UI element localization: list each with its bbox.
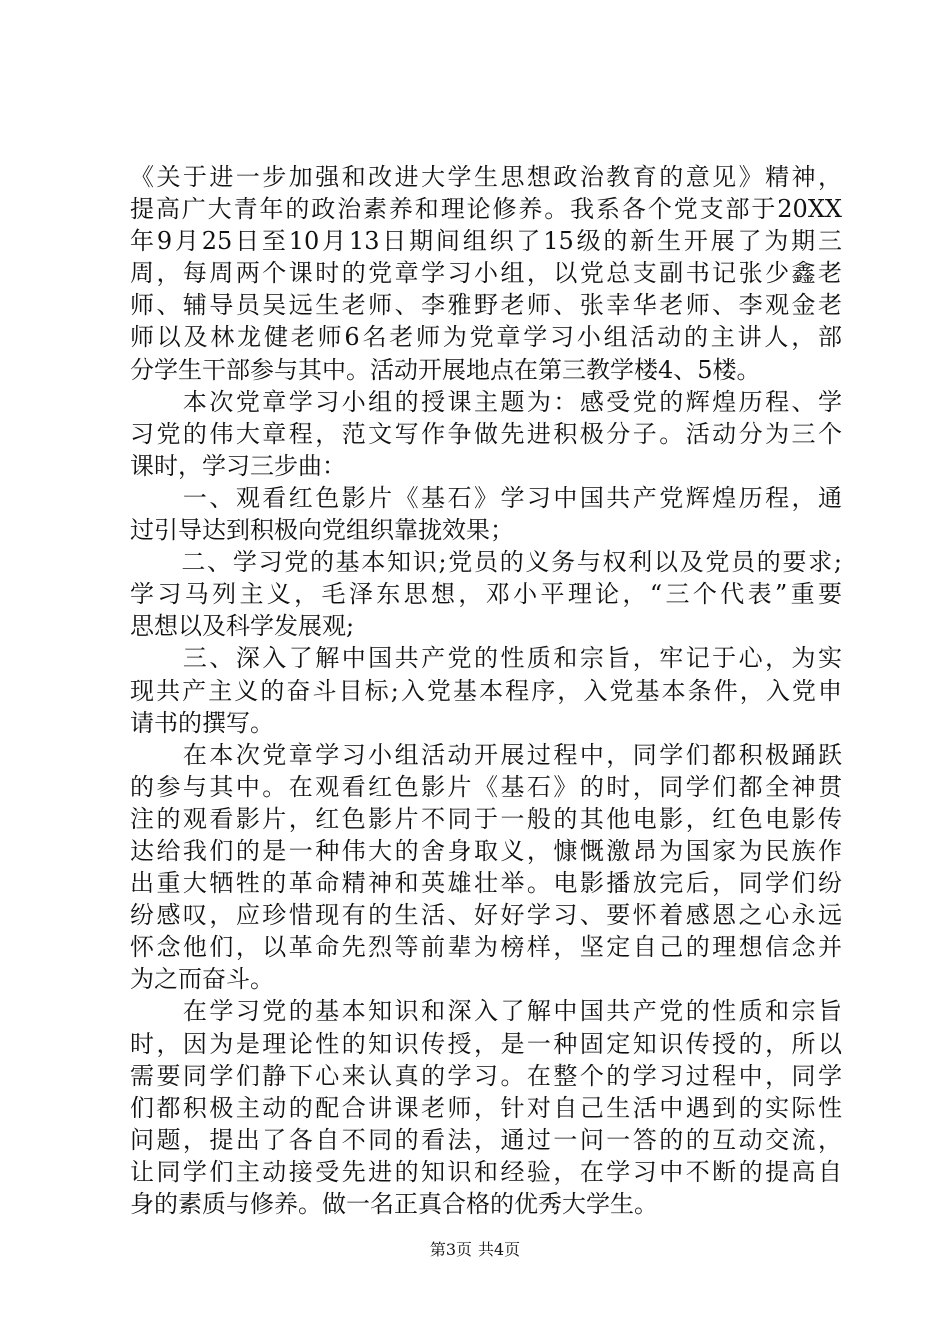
text-line: 为之而奋斗。 — [130, 965, 274, 994]
text-line: 三、深入了解中国共产党的性质和宗旨，牢记于心，为实 — [130, 644, 842, 673]
text-line: 让同学们主动接受先进的知识和经验，在学习中不断的提高自 — [130, 1157, 842, 1186]
text-line: 分学生干部参与其中。活动开展地点在第三教学楼4、5楼。 — [130, 355, 761, 384]
text-line: 们都积极主动的配合讲课老师，针对自己生活中遇到的实际性 — [130, 1093, 842, 1122]
text-line: 过引导达到积极向党组织靠拢效果； — [130, 516, 514, 545]
text-line: 出重大牺牲的革命精神和英雄壮举。电影播放完后，同学们纷 — [130, 869, 842, 898]
text-line: 时，因为是理论性的知识传授，是一种固定知识传授的，所以 — [130, 1029, 842, 1058]
text-line: 怀念他们，以革命先烈等前辈为榜样，坚定自己的理想信念并 — [130, 933, 842, 962]
body-text — [130, 161, 842, 1220]
page-total: 共4页 — [478, 1240, 521, 1259]
text-line: 问题，提出了各自不同的看法，通过一问一答的的互动交流， — [130, 1125, 842, 1154]
text-line: 习党的伟大章程，范文写作争做先进积极分子。活动分为三个 — [130, 419, 842, 448]
text-line: 二、学习党的基本知识;党员的义务与权利以及党员的要求; — [130, 548, 842, 577]
text-line: 的参与其中。在观看红色影片《基石》的时，同学们都全神贯 — [130, 772, 842, 801]
text-line: 在本次党章学习小组活动开展过程中，同学们都积极踊跃 — [130, 740, 842, 769]
text-line: 一、观看红色影片《基石》学习中国共产党辉煌历程，通 — [130, 483, 842, 512]
text-line: 思想以及科学发展观; — [130, 612, 355, 641]
text-line: 《关于进一步加强和改进大学生思想政治教育的意见》精神， — [130, 163, 842, 191]
text-line: 达给我们的是一种伟大的舍身取义，慷慨激昂为国家为民族作 — [130, 836, 842, 865]
text-line: 年9月25日至10月13日期间组织了15级的新生开展了为期三 — [130, 227, 842, 256]
text-line: 师以及林龙健老师6名老师为党章学习小组活动的主讲人，部 — [130, 323, 842, 352]
text-line: 提高广大青年的政治素养和理论修养。我系各个党支部于20XX — [130, 195, 842, 224]
text-line: 学习马列主义，毛泽东思想，邓小平理论，“三个代表”重要 — [130, 580, 842, 609]
text-line: 在学习党的基本知识和深入了解中国共产党的性质和宗旨 — [130, 997, 842, 1026]
text-line: 师、辅导员吴远生老师、李雅野老师、张幸华老师、李观金老 — [130, 291, 842, 320]
text-line: 课时，学习三步曲： — [130, 451, 346, 480]
text-line: 需要同学们静下心来认真的学习。在整个的学习过程中，同学 — [130, 1061, 842, 1090]
text-line: 请书的撰写。 — [130, 708, 274, 737]
page-footer — [0, 1240, 950, 1260]
text-line: 身的素质与修养。做一名正真合格的优秀大学生。 — [130, 1190, 658, 1218]
text-line: 现共产主义的奋斗目标;入党基本程序，入党基本条件，入党申 — [130, 676, 842, 705]
text-line: 注的观看影片，红色影片不同于一般的其他电影，红色电影传 — [130, 804, 842, 833]
text-line: 周，每周两个课时的党章学习小组，以党总支副书记张少鑫老 — [130, 259, 842, 288]
page-number: 第3页 — [429, 1240, 472, 1259]
text-line: 本次党章学习小组的授课主题为：感受党的辉煌历程、学 — [130, 387, 842, 416]
text-line: 纷感叹，应珍惜现有的生活、好好学习、要怀着感恩之心永远 — [130, 901, 842, 930]
